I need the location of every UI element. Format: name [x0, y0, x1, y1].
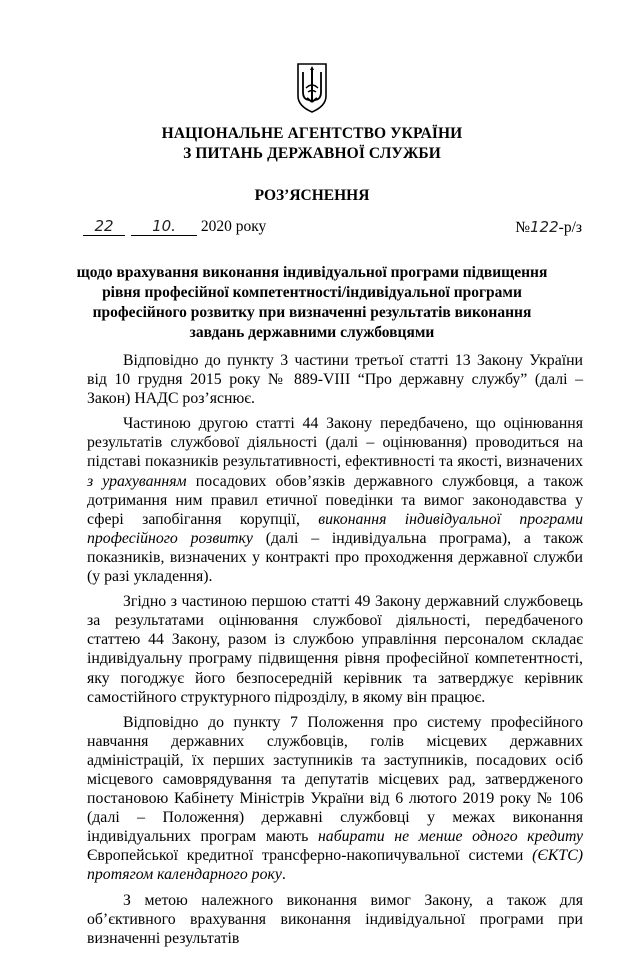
p4-emphasis-1: набирати не менше одного кредиту [317, 828, 584, 846]
number-value: 122 [530, 218, 559, 236]
p2-text-c: (далі – індивідуальна програма), а також показників, визначених у контракті про проходження державної служби (у разі укладення). [87, 529, 584, 586]
document-title: РОЗ’ЯСНЕННЯ [254, 187, 370, 204]
p2-text-a: Частиною другою статті 44 Закону передбачено, що оцінювання результатів службової діяльності (далі – оцінювання) проводиться на підставі показників результативності, ефективності та якості, визначених [87, 415, 583, 471]
p2-emphasis-2: виконання індивідуальної програми професійного розвитку [87, 510, 584, 547]
paragraph-5: З метою належного виконання вимог Закону, а також для об’єктивного врахування виконання індивідуальної програми при визначенні результатів [87, 891, 583, 947]
p2-text-b: посадових обов’язків державного службовця, а також дотримання ним правил етичної поведінки та вимог законодавства у сфері запобігання корупції, [87, 472, 583, 528]
date-year: 2020 року [200, 218, 267, 235]
p4-text-a: Відповідно до пункту 7 Положення про систему професійного навчання державних службовців, голів місцевих державних адміністрацій, їх перших заступників та заступників, посадових осіб місцевого самоврядування та депутатів місцевих рад, затвердженого постановою Кабінету Міністрів України від 6 лютого 2019 року № 106 (далі – Положення) державні службовці у межах виконання індивідуальних програм мають [87, 713, 583, 846]
agency-name-line1: НАЦІОНАЛЬНЕ АГЕНТСТВО УКРАЇНИ [161, 125, 463, 142]
paragraph-4 [87, 713, 583, 885]
paragraph-2 [87, 414, 583, 586]
paragraph-1: Відповідно до пункту 3 частини третьої статті 13 Закону України від 10 грудня 2015 року № 889-VIII “Про державну службу” (далі – Закон) НАДС роз’яснює. [87, 352, 583, 408]
number-suffix: -р/з [558, 219, 582, 236]
date-month: 10. [131, 217, 197, 236]
document-body [87, 351, 583, 954]
document-number [515, 216, 582, 238]
agency-name-line2: З ПИТАНЬ ДЕРЖАВНОЇ СЛУЖБИ [183, 145, 441, 162]
paragraph-3: Згідно з частиною першою статті 49 Закону державний службовець за результатами оцінювання службової діяльності, передбаченого статтею 44 Закону, разом із службою управління персоналом складає індивідуальну програму підвищення рівня професійної компетентності, яку погоджує його безпосередній керівник та затверджує керівник самостійного структурного підрозділу, в якому він працює. [87, 593, 583, 706]
document-subject: щодо врахування виконання індивідуальної програми підвищення рівня професійної компетентності/індивідуальної програми професійного розвитку при визначенні результатів виконання завдань державними службовцями [76, 264, 548, 341]
tryzub-emblem-icon [296, 62, 328, 114]
p2-emphasis-1: з урахуванням [87, 472, 187, 490]
number-prefix: № [515, 219, 531, 236]
date-day: 22 [83, 217, 125, 236]
document-date [83, 216, 333, 238]
p4-text-b: Європейської кредитної трансферно-накопичувальної системи [87, 847, 524, 865]
p4-emphasis-2: (ЄКТС) протягом календарного року [87, 847, 583, 884]
p4-text-c: . [281, 866, 286, 884]
